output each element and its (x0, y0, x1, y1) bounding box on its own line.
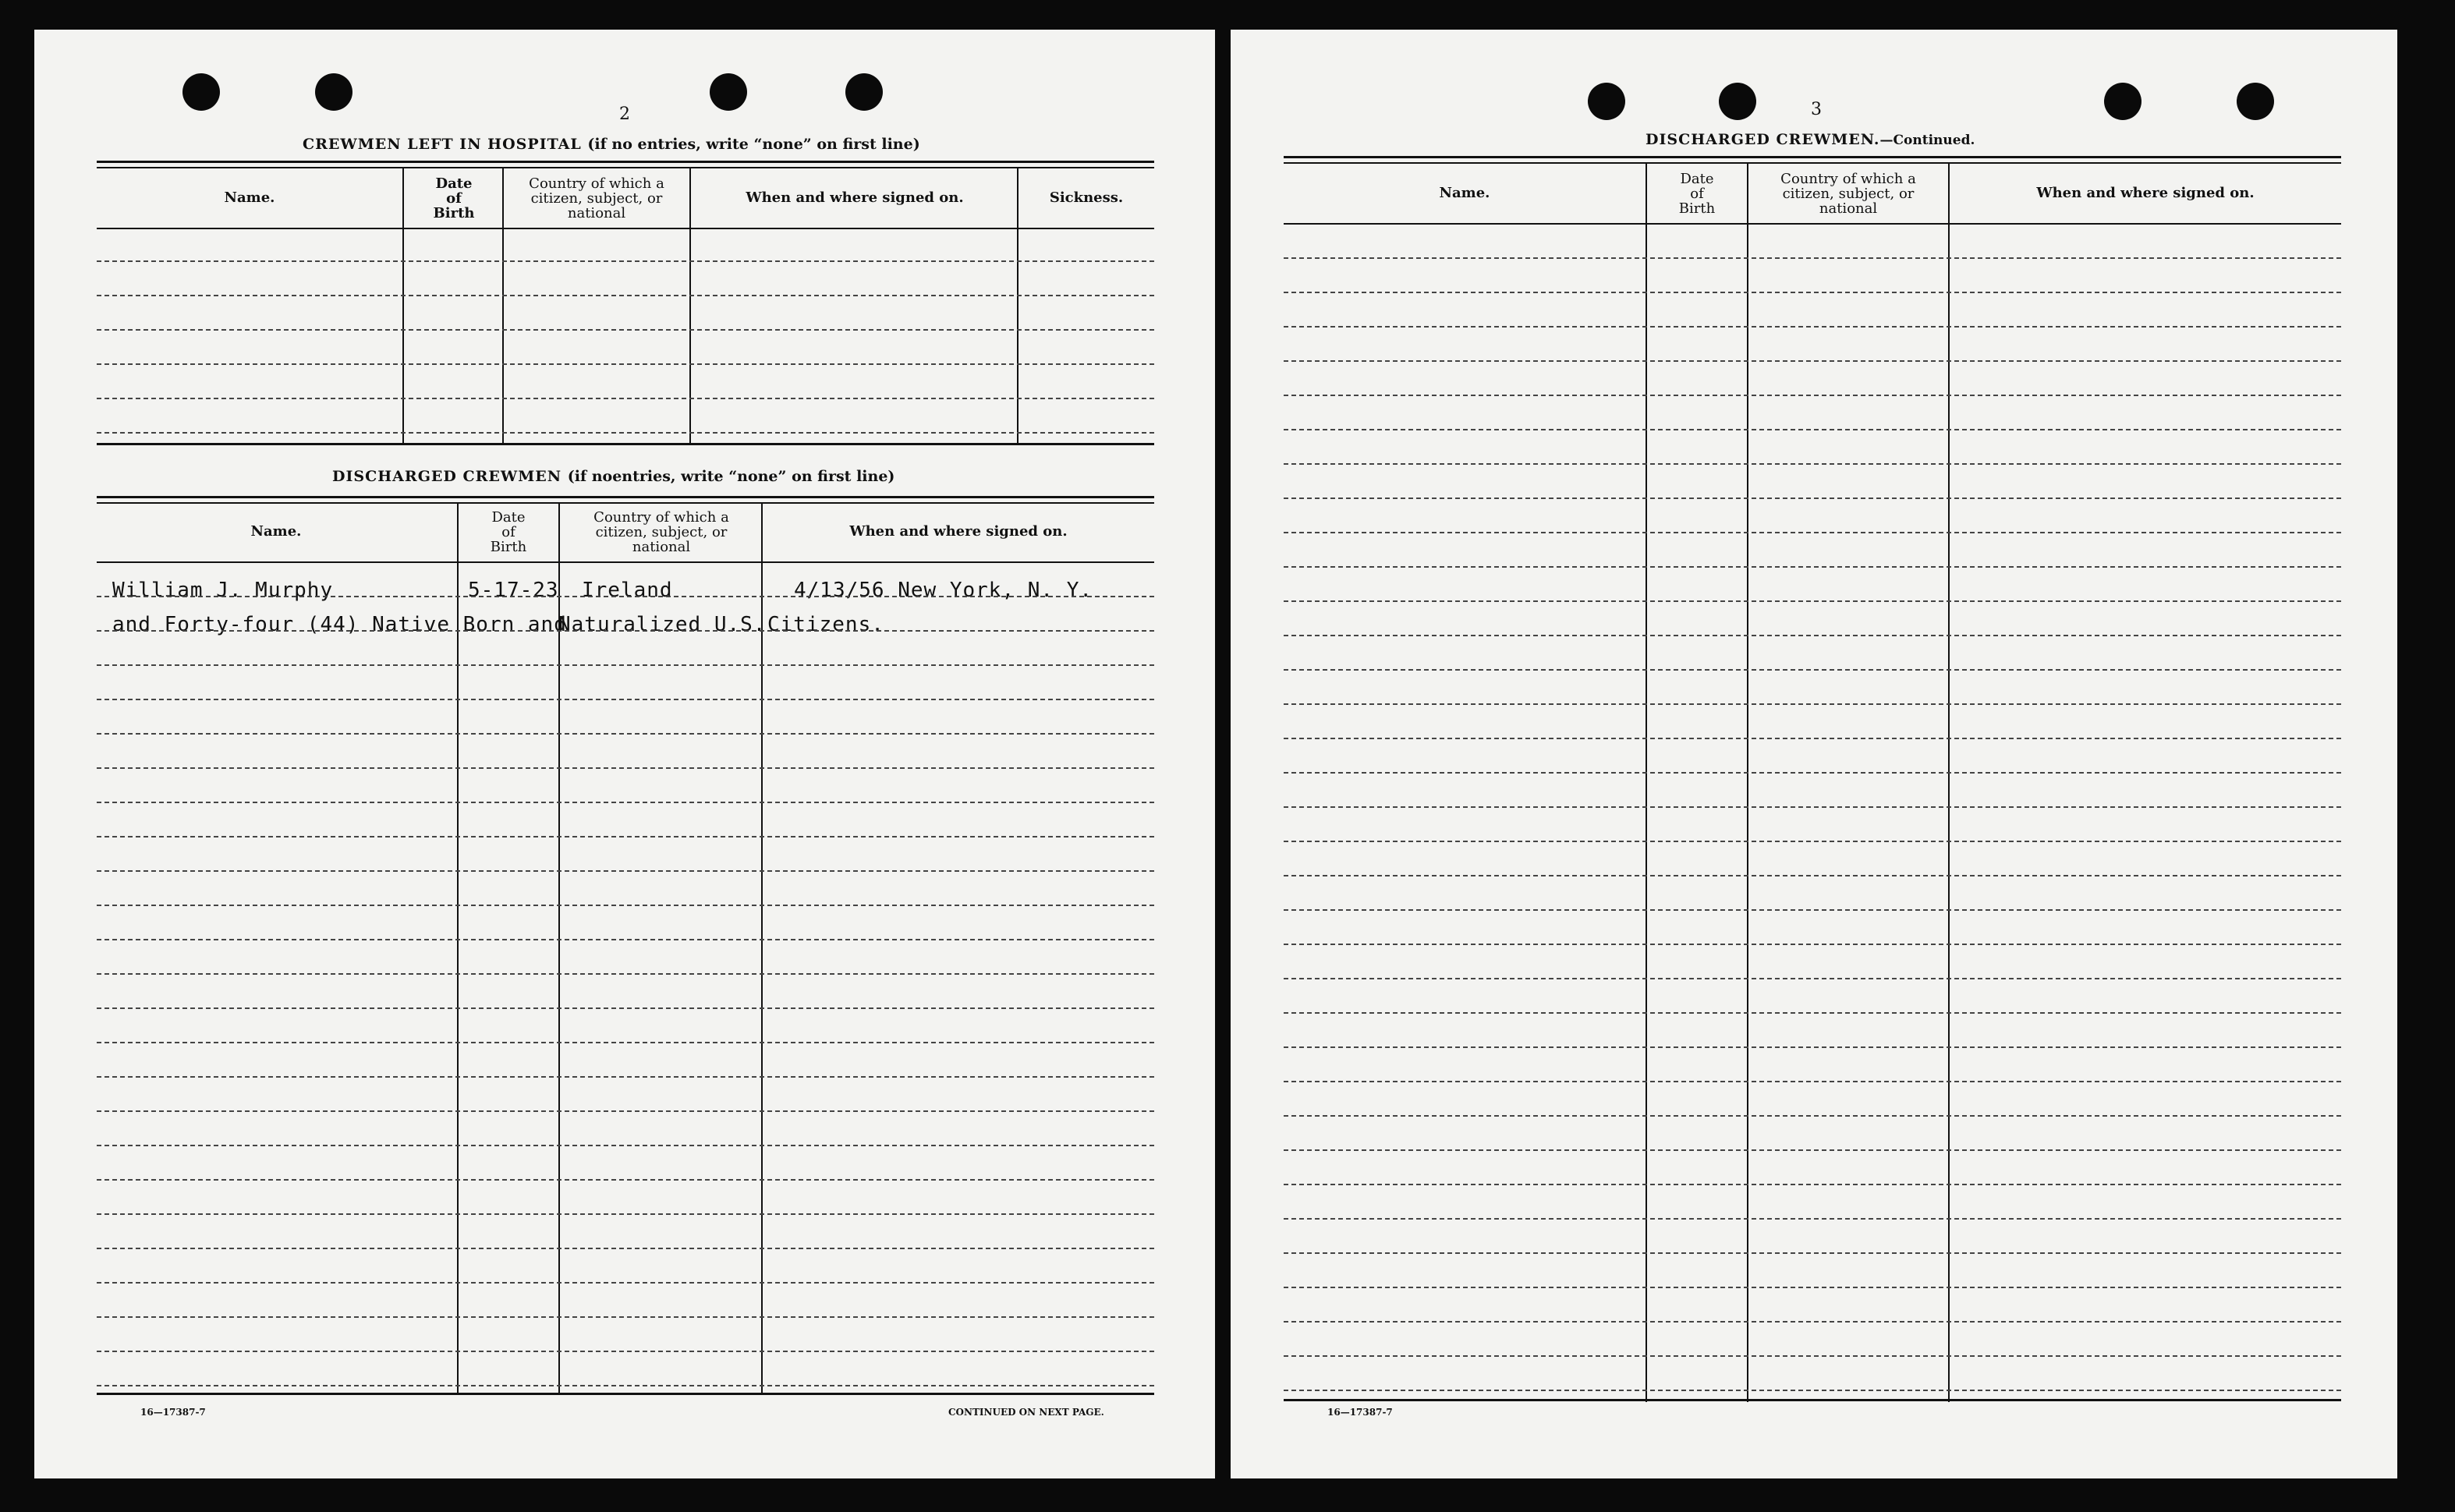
ruled-line (1284, 566, 2341, 568)
ruled-line (1284, 326, 2341, 328)
ruled-line (1284, 360, 2341, 362)
hospital-col-country: Country of which a citizen, subject, or national (529, 175, 664, 221)
discharged-col-divider (761, 504, 763, 1394)
ruled-line (97, 398, 1154, 399)
ruled-line (97, 260, 1154, 262)
ruled-line (97, 1248, 1154, 1249)
discharged-col-name: Name. (250, 523, 302, 540)
punch-hole-icon (2237, 83, 2274, 120)
crew-country: Ireland (582, 579, 673, 602)
hospital-col-sickness: Sickness. (1049, 189, 1124, 206)
punch-hole-icon (845, 73, 883, 111)
discharged-continued-title: DISCHARGED CREWMEN.—Continued. (1646, 131, 1975, 148)
discharged-top-rule (97, 496, 1154, 498)
discharged-col-divider (558, 504, 560, 1394)
discharged-col-signed: When and where signed on. (849, 523, 1068, 540)
ruled-line (1284, 1218, 2341, 1220)
right-col-dob: Date of Birth (1678, 171, 1716, 217)
right-top-rule-2 (1284, 162, 2341, 164)
ruled-line (1284, 772, 2341, 774)
discharged-top-rule-2 (97, 502, 1154, 504)
ruled-line (97, 363, 1154, 365)
ruled-line (97, 973, 1154, 975)
ruled-line (97, 767, 1154, 769)
punch-hole-icon (182, 73, 220, 111)
ruled-line (97, 1042, 1154, 1043)
ruled-line (1284, 841, 2341, 842)
ruled-line (1284, 806, 2341, 808)
ruled-line (1284, 1115, 2341, 1117)
ruled-line (1284, 1287, 2341, 1288)
ruled-line (97, 664, 1154, 666)
ruled-line (97, 1385, 1154, 1386)
ruled-line (1284, 1081, 2341, 1082)
page-number: 3 (1811, 100, 1822, 119)
page-number: 2 (619, 104, 630, 124)
hospital-section-title: CREWMEN LEFT IN HOSPITAL (if no entries, write “none” on first line) (303, 136, 920, 153)
ruled-line (1284, 909, 2341, 911)
ruled-line (1284, 1012, 2341, 1014)
punch-hole-icon (315, 73, 352, 111)
ruled-line (97, 699, 1154, 700)
crew-remark-1: and Forty-four (44) Native Born and (112, 613, 567, 636)
ruled-line (1284, 292, 2341, 293)
hospital-col-divider (689, 168, 691, 443)
ruled-line (1284, 738, 2341, 739)
crew-name: William J. Murphy (112, 579, 334, 602)
ruled-line (97, 802, 1154, 803)
hospital-top-rule (97, 161, 1154, 163)
discharged-col-divider (457, 504, 459, 1394)
ruled-line (97, 1179, 1154, 1181)
form-code: 16—17387-7 (140, 1407, 206, 1418)
right-col-divider (1747, 164, 1748, 1402)
ruled-line (97, 1007, 1154, 1009)
ruled-line (97, 1351, 1154, 1352)
hospital-top-rule-2 (97, 167, 1154, 168)
ruled-line (97, 1110, 1154, 1112)
punch-hole-icon (1719, 83, 1756, 120)
continued-note: CONTINUED ON NEXT PAGE. (948, 1407, 1104, 1418)
ruled-line (1284, 463, 2341, 465)
ruled-line (97, 1282, 1154, 1284)
ruled-line (97, 630, 1154, 632)
ruled-line (97, 1076, 1154, 1078)
right-header-rule (1284, 223, 2341, 225)
ruled-line (1284, 257, 2341, 259)
crew-dob: 5-17-23 (468, 579, 559, 602)
ruled-line (1284, 498, 2341, 499)
discharged-col-country: Country of which a citizen, subject, or national (593, 509, 729, 555)
hospital-col-dob: Date of Birth (433, 175, 475, 221)
ruled-line (1284, 395, 2341, 396)
right-top-rule (1284, 156, 2341, 158)
right-col-signed: When and where signed on. (2036, 185, 2255, 201)
ruled-line (97, 870, 1154, 872)
hospital-col-divider (502, 168, 504, 443)
right-page (1231, 30, 2397, 1478)
hospital-bottom-rule (97, 443, 1154, 445)
ruled-line (1284, 1390, 2341, 1391)
hospital-col-divider (1017, 168, 1018, 443)
ruled-line (97, 733, 1154, 735)
ruled-line (1284, 978, 2341, 979)
right-col-country: Country of which a citizen, subject, or national (1780, 171, 1916, 217)
ruled-line (97, 836, 1154, 837)
ruled-line (1284, 429, 2341, 430)
ruled-line (97, 295, 1154, 296)
ruled-line (1284, 532, 2341, 533)
crew-remark-3: Citizens. (767, 613, 884, 636)
ruled-line (1284, 1149, 2341, 1151)
crew-remark-2: Naturalized U.S. (558, 613, 767, 636)
ruled-line (97, 905, 1154, 906)
discharged-col-dob: Date of Birth (490, 509, 527, 555)
hospital-header-rule (97, 228, 1154, 229)
punch-hole-icon (2104, 83, 2141, 120)
punch-hole-icon (1588, 83, 1625, 120)
discharged-bottom-rule (97, 1393, 1154, 1395)
ruled-line (1284, 875, 2341, 876)
ruled-line (1284, 1321, 2341, 1323)
left-page (34, 30, 1215, 1478)
right-col-divider (1948, 164, 1950, 1402)
ruled-line (1284, 600, 2341, 602)
discharged-header-rule (97, 561, 1154, 563)
ruled-line (1284, 1184, 2341, 1185)
ruled-line (1284, 703, 2341, 705)
ruled-line (1284, 1355, 2341, 1357)
ruled-line (97, 939, 1154, 940)
crew-signed-on: 4/13/56 New York, N. Y. (794, 579, 1093, 602)
ruled-line (97, 1145, 1154, 1146)
ruled-line (1284, 669, 2341, 671)
hospital-col-divider (402, 168, 404, 443)
ruled-line (97, 1316, 1154, 1318)
ruled-line (97, 1213, 1154, 1215)
right-col-name: Name. (1439, 185, 1490, 201)
ruled-line (1284, 635, 2341, 636)
form-code: 16—17387-7 (1327, 1407, 1393, 1418)
punch-hole-icon (710, 73, 747, 111)
discharged-section-title: DISCHARGED CREWMEN (if noentries, write “none” on first line) (332, 468, 895, 485)
ruled-line (1284, 944, 2341, 945)
right-col-divider (1646, 164, 1647, 1402)
ruled-line (1284, 1252, 2341, 1254)
ruled-line (97, 329, 1154, 331)
ruled-line (1284, 1046, 2341, 1048)
ruled-line (97, 432, 1154, 434)
hospital-col-signed: When and where signed on. (746, 189, 964, 206)
hospital-col-name: Name. (224, 189, 275, 206)
ruled-line (97, 596, 1154, 597)
right-bottom-rule (1284, 1399, 2341, 1401)
